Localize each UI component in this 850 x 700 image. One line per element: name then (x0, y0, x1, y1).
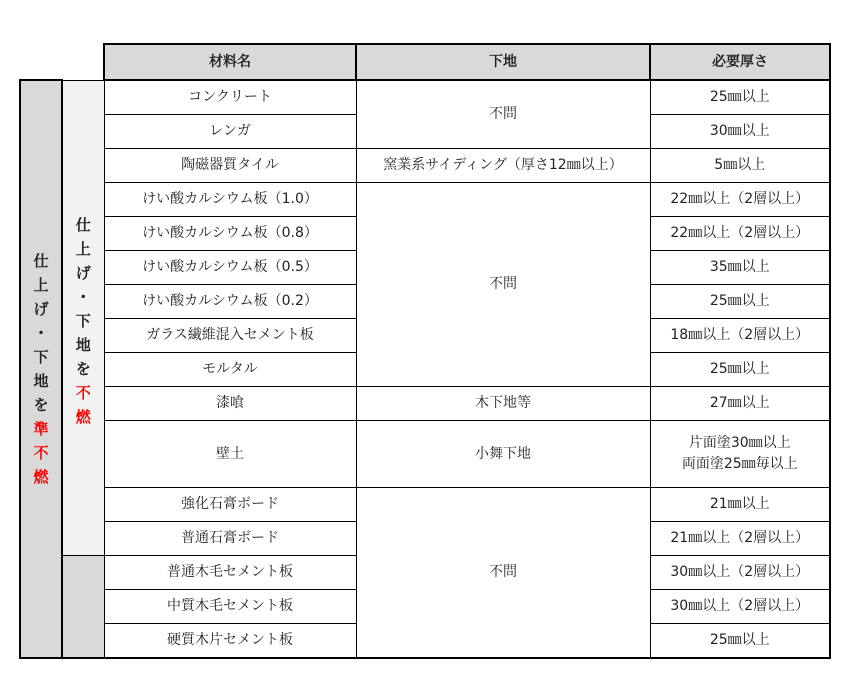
fire-resistance-material-table (19, 43, 831, 659)
material-cell: 中質木毛セメント板 (104, 590, 356, 624)
material-cell: レンガ (104, 115, 356, 149)
thickness-cell: 35㎜以上 (650, 251, 830, 285)
material-cell: けい酸カルシウム板（0.5） (104, 251, 356, 285)
thickness-line: 両面塗25㎜毎以上 (681, 456, 798, 472)
material-cell: モルタル (104, 353, 356, 387)
material-cell: 壁土 (104, 421, 356, 488)
side-char: を (33, 396, 49, 414)
side-char-emphasis: 不 (33, 444, 49, 462)
side-char: 仕 (75, 215, 91, 234)
table-row (20, 488, 830, 522)
table-row (20, 80, 830, 115)
header-thickness: 必要厚さ (650, 44, 830, 80)
thickness-cell: 30㎜以上（2層以上） (650, 590, 830, 624)
thickness-cell: 21㎜以上 (650, 488, 830, 522)
thickness-line: 片面塗30㎜以上 (688, 435, 791, 451)
side-char: 上 (33, 276, 49, 294)
side-char: 上 (75, 239, 91, 258)
base-cell: 小舞下地 (356, 421, 650, 488)
thickness-cell: 22㎜以上（2層以上） (650, 217, 830, 251)
side-char: 地 (75, 335, 91, 354)
base-cell: 不問 (356, 183, 650, 387)
side-char-emphasis: 準 (33, 420, 49, 438)
material-cell: 硬質木片セメント板 (104, 624, 356, 659)
base-cell: 木下地等 (356, 387, 650, 421)
side-char: げ (33, 300, 49, 318)
thickness-cell: 30㎜以上 (650, 115, 830, 149)
thickness-cell: 27㎜以上 (650, 387, 830, 421)
side-char-emphasis: 燃 (75, 407, 91, 426)
material-cell: 普通石膏ボード (104, 522, 356, 556)
material-cell: 漆喰 (104, 387, 356, 421)
thickness-cell: 22㎜以上（2層以上） (650, 183, 830, 217)
empty-corner-cell (62, 44, 104, 80)
thickness-cell: 25㎜以上 (650, 624, 830, 659)
header-row (20, 44, 830, 80)
empty-corner-cell (20, 44, 62, 80)
side-char: 地 (33, 372, 49, 390)
material-cell: コンクリート (104, 80, 356, 115)
table-row (20, 149, 830, 183)
thickness-cell: 21㎜以上（2層以上） (650, 522, 830, 556)
material-cell: けい酸カルシウム板（0.2） (104, 285, 356, 319)
header-base: 下地 (356, 44, 650, 80)
side-char-emphasis: 不 (75, 383, 91, 402)
thickness-cell: 30㎜以上（2層以上） (650, 556, 830, 590)
material-cell: ガラス繊維混入セメント板 (104, 319, 356, 353)
header-material: 材料名 (104, 44, 356, 80)
side-char: 仕 (33, 252, 49, 270)
thickness-cell: 25㎜以上 (650, 353, 830, 387)
thickness-cell: 25㎜以上 (650, 285, 830, 319)
table-row (20, 183, 830, 217)
side-char: を (75, 359, 91, 378)
material-cell: 普通木毛セメント板 (104, 556, 356, 590)
base-cell: 不問 (356, 80, 650, 149)
thickness-cell (650, 421, 830, 488)
material-cell: 強化石膏ボード (104, 488, 356, 522)
side-char: ・ (75, 287, 91, 306)
side-char: 下 (33, 348, 49, 366)
side-char: 下 (75, 311, 91, 330)
material-cell: けい酸カルシウム板（0.8） (104, 217, 356, 251)
base-cell: 不問 (356, 488, 650, 659)
material-cell: 陶磁器質タイル (104, 149, 356, 183)
category-quasi-noncombustible (20, 80, 62, 658)
side-char-emphasis: 燃 (33, 468, 49, 486)
material-cell: けい酸カルシウム板（1.0） (104, 183, 356, 217)
base-cell: 窯業系サイディング（厚さ12㎜以上） (356, 149, 650, 183)
thickness-cell: 18㎜以上（2層以上） (650, 319, 830, 353)
table-row (20, 387, 830, 421)
side-char: げ (75, 263, 91, 282)
side-char: ・ (33, 324, 49, 342)
outer-category-spacer (62, 556, 104, 659)
category-noncombustible (62, 80, 104, 556)
thickness-cell: 25㎜以上 (650, 80, 830, 115)
thickness-cell: 5㎜以上 (650, 149, 830, 183)
table-row (20, 421, 830, 488)
